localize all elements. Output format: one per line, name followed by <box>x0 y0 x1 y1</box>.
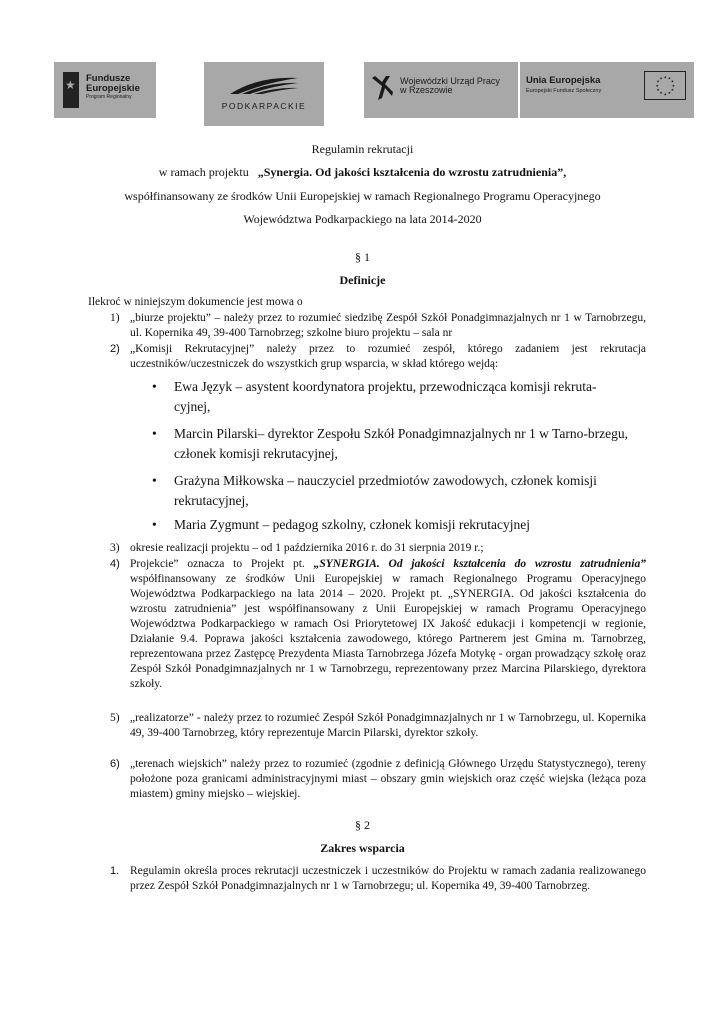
svg-text:★: ★ <box>670 79 675 84</box>
committee-member-text: Ewa Język – asystent koordynatora projektu, przewodnicząca komisji rekruta-cyjnej, <box>174 379 597 414</box>
svg-text:★: ★ <box>659 76 663 81</box>
svg-text:★: ★ <box>670 88 675 93</box>
section1-intro: Ilekroć w niniejszym dokumencie jest mowa o <box>88 296 303 308</box>
svg-text:★: ★ <box>663 92 667 97</box>
section2-sign: § 2 <box>355 818 370 832</box>
fe-star-icon <box>63 72 79 108</box>
list-item-text <box>130 557 646 692</box>
svg-text:★: ★ <box>671 83 676 88</box>
list-item-number: 4) <box>110 558 120 570</box>
committee-member-text: Grażyna Miłkowska – nauczyciel przedmiotów zawodowych, członek komisji rekrutacyjnej, <box>174 473 597 508</box>
header-line2-prefix: w ramach projektu <box>158 165 249 179</box>
eu-flag-icon <box>644 71 686 100</box>
svg-text:★: ★ <box>656 88 660 93</box>
svg-text:★: ★ <box>663 75 667 80</box>
project-name: „Synergia. Od jakości kształcenia do wzrostu zatrudnienia”, <box>257 165 567 179</box>
pk-logo-text: PODKARPACKIE <box>221 101 307 111</box>
header-line3: współfinansowany ze środków Unii Europejskiej w ramach Regionalnego Programu Operacyjnego <box>124 189 601 203</box>
list-item-text: „realizatorze” - należy przez to rozumieć Zespół Szkół Ponadgimnazjalnych nr 1 w Tarnobrzegu, ul. Kopernika 49, 39-400 Tarnobrzeg, który reprezentuje Marcin Pilarski, dyrektor szkoły. <box>130 712 646 739</box>
document-title: Regulamin rekrutacji <box>311 142 414 156</box>
list-item-number: 5) <box>110 712 120 724</box>
list-item-number: 3) <box>110 542 120 554</box>
list-item-text: okresie realizacji projektu – od 1 października 2016 r. do 31 sierpnia 2019 r.; <box>130 542 484 554</box>
svg-text:★: ★ <box>656 79 660 84</box>
bullet-icon: • <box>152 517 157 532</box>
list-item-number: 1. <box>110 865 120 877</box>
svg-text:★: ★ <box>659 91 663 96</box>
ue-logo-line2: Europejski Fundusz Społeczny <box>526 87 602 94</box>
header-line4: Województwa Podkarpackiego na lata 2014-2020 <box>243 212 482 226</box>
svg-text:★: ★ <box>655 83 659 88</box>
list-item-text: „biurze projektu” – należy przez to rozumieć siedzibę Zespół Szkół Ponadgimnazjalnych nr 1 w Tarnobrzegu, ul. Kopernika 49, 39-400 Tarnobrzeg; szkolne biuro projektu – sala nr <box>130 312 646 339</box>
section2-body <box>88 864 648 924</box>
list-item-number: 6) <box>110 758 120 770</box>
list-item-number: 2) <box>110 343 120 355</box>
bullet-icon: • <box>152 379 157 394</box>
item4-project-name: „SYNERGIA. Od jakości kształcenia do wzrostu zatrudnienia” <box>313 558 646 570</box>
bullet-icon: • <box>152 473 157 488</box>
bullet-icon: • <box>152 426 157 441</box>
committee-member-text: Marcin Pilarski– dyrektor Zespołu Szkół Ponadgimnazjalnych nr 1 w Tarno-brzegu, członek komisji rekrutacyjnej, <box>174 426 628 461</box>
list-item-text: „terenach wiejskich” należy przez to rozumieć (zgodnie z definicją Głównego Urzędu Statystycznego), tereny położone poza granicami administracyjnymi miast – obszary gmin wiejskich oraz część wiejska (leżąca poza miastem) gminy miejsko – wiejskiej. <box>130 758 646 800</box>
committee-member-text: Maria Zygmunt – pedagog szkolny, członek komisji rekrutacyjnej <box>174 517 531 532</box>
svg-text:★: ★ <box>667 91 672 96</box>
item4-pre: Projekcie” oznacza to Projekt pt. <box>130 558 314 570</box>
fe-logo-line1: Fundusze <box>86 73 131 84</box>
section2-heading: Zakres wsparcia <box>320 841 405 855</box>
fe-logo-line2: Europejskie <box>86 82 140 94</box>
section1-heading: Definicje <box>339 273 386 287</box>
item4-post: współfinansowany ze środków Unii Europejskiej w ramach Regionalnego Programu Operacyjnego Województwa Podkarpackiego na lata 2014 – 2020. Projekt pt. „SYNERGIA. Od jakości kształcenia do wzrostu zatrudnienia” jest współfinansowany z Unii Europejskiej w ramach Programu Operacyjnego Województwa Podkarpackiego w ramach Osi Priorytetowej IX Jakość edukacji i kompetencji w regionie, Działanie 9.4. Poprawa jakości kształcenia zawodowego, którego Partnerem jest Gmina m. Tarnobrzeg, reprezentowana przez Zastępcę Prezydenta Miasta Tarnobrzega Józefa Motykę - organ prowadzący szkołę oraz Zespół Szkół Ponadgimnazjalnych nr 1 w Tarnobrzegu, reprezentowany przez Marcina Pilarskiego, dyrektora szkoły. <box>130 573 646 690</box>
ue-logo-line1: Unia Europejska <box>526 75 601 86</box>
list-item-text: „Komisji Rekrutacyjnej” należy przez to rozumieć zespół, którego zadaniem jest rekrutacja uczestników/uczestniczek do wszystkich grup wsparcia, w skład którego wejdą: <box>130 343 646 370</box>
section1-sign: § 1 <box>355 250 370 264</box>
wup-logo-line2: w Rzeszowie <box>400 85 453 96</box>
svg-text:★: ★ <box>667 76 672 81</box>
list-item-text: Regulamin określa proces rekrutacji uczestniczek i uczestników do Projektu w ramach zadania realizowanego przez Zespół Szkół Ponadgimnazjalnych nr 1 w Tarnobrzegu; ul. Kopernika 49, 39-400 Tarnobrzeg. <box>130 865 646 892</box>
wup-logo-line1: Wojewódzki Urząd Pracy <box>400 76 500 86</box>
fe-logo-line3: Program Regionalny <box>86 93 132 100</box>
list-item-number: 1) <box>110 312 120 324</box>
